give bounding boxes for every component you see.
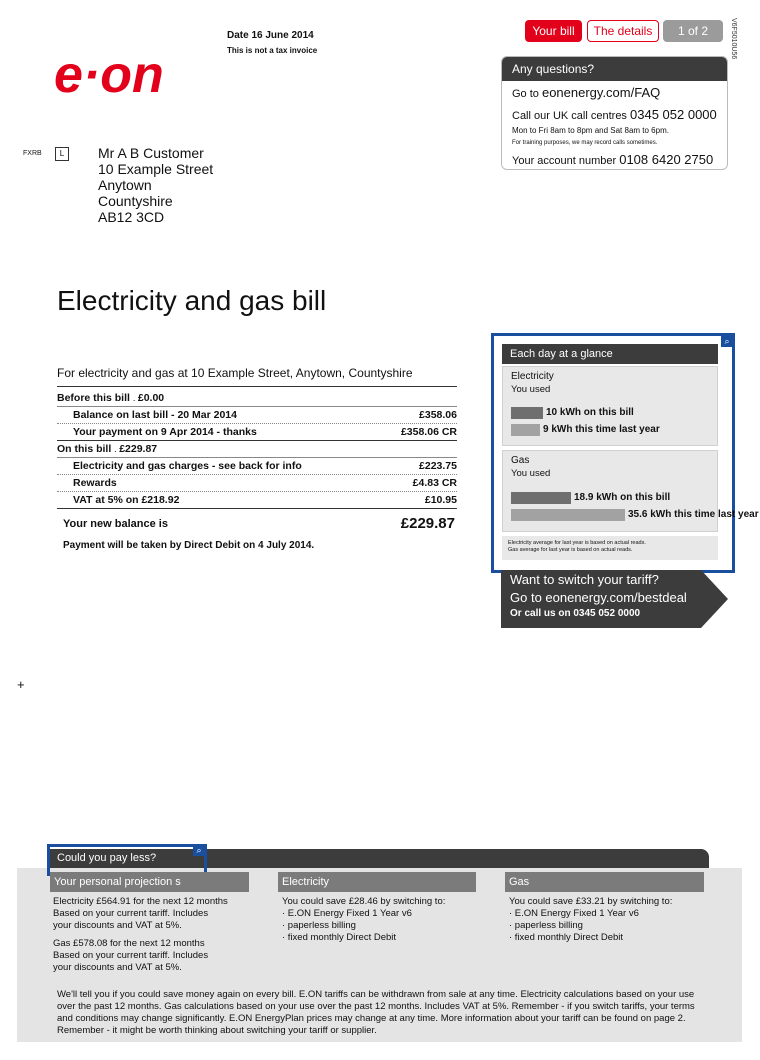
electricity-this-bill-bar xyxy=(511,407,543,419)
projection-line: Gas £578.08 for the next 12 months xyxy=(53,938,205,949)
projection-line: Based on your current tariff. Includes xyxy=(53,908,209,919)
projection-line: your discounts and VAT at 5%. xyxy=(53,962,182,973)
bill-date: Date 16 June 2014 xyxy=(227,30,314,41)
address-line: Anytown xyxy=(98,177,152,193)
on-label: On this bill xyxy=(57,443,112,455)
electricity-last-year-label: 9 kWh this time last year xyxy=(543,424,660,435)
account-prefix: Your account number xyxy=(512,155,620,167)
gas-column-title: Gas xyxy=(505,872,704,892)
glance-note: Gas average for last year is based on actual reads. xyxy=(508,547,633,553)
address-line: AB12 3CD xyxy=(98,209,165,225)
gas-this-bill-bar xyxy=(511,492,571,504)
balance-last-amount: £358.06 xyxy=(419,409,457,421)
vat-label: VAT at 5% on £218.92 xyxy=(73,494,180,506)
postal-code-mark: FXRB xyxy=(23,150,42,157)
gas-saving-line: · paperless billing xyxy=(509,920,583,931)
tab-your-bill[interactable]: Your bill xyxy=(525,20,582,42)
glance-notes xyxy=(502,536,718,560)
electricity-column-text xyxy=(282,896,445,944)
eon-logo xyxy=(54,48,199,103)
gas-last-year-label: 35.6 kWh this time last year xyxy=(628,509,759,520)
electricity-this-bill-label: 10 kWh on this bill xyxy=(546,407,634,418)
projection-line: Electricity £564.91 for the next 12 months xyxy=(53,896,228,907)
vat-row xyxy=(57,492,457,509)
tax-note: This is not a tax invoice xyxy=(227,46,318,55)
projection-line: Based on your current tariff. Includes xyxy=(53,950,209,961)
projection-column-title: Your personal projection s xyxy=(50,872,249,892)
electricity-column-title: Electricity xyxy=(278,872,476,892)
faq-prefix: Go to xyxy=(512,88,542,100)
glance-box xyxy=(491,333,759,573)
magnifier-icon[interactable]: ⌕ xyxy=(721,335,733,347)
hours-text: Mon to Fri 8am to 8pm and Sat 8am to 6pm. xyxy=(512,126,669,135)
switch-line-3: Or call us on 0345 052 0000 xyxy=(510,608,641,619)
page-title: Electricity and gas bill xyxy=(57,285,327,316)
switch-line-1: Want to switch your tariff? xyxy=(510,572,659,587)
payment-row xyxy=(57,424,457,441)
switch-line-2[interactable]: Go to eonenergy.com/bestdeal xyxy=(510,590,687,605)
call-row xyxy=(512,107,717,122)
payment-amount: £358.06 CR xyxy=(400,426,457,438)
bill-summary xyxy=(57,366,457,551)
electricity-saving-line: · paperless billing xyxy=(282,920,356,931)
customer-address xyxy=(98,145,213,225)
rewards-label: Rewards xyxy=(73,477,117,489)
gas-this-bill-label: 18.9 kWh on this bill xyxy=(574,492,671,503)
before-label: Before this bill xyxy=(57,392,130,404)
training-text: For training purposes, we may record calls sometimes. xyxy=(512,140,658,146)
tab-the-details[interactable]: The details xyxy=(587,20,659,42)
electricity-title: Electricity xyxy=(511,371,554,382)
direct-debit-note: Payment will be taken by Direct Debit on 4 July 2014. xyxy=(63,540,315,551)
electricity-saving-line: · fixed monthly Direct Debit xyxy=(282,932,397,943)
charges-row xyxy=(57,458,457,475)
account-number: 0108 6420 2750 xyxy=(619,152,714,167)
rewards-amount: £4.83 CR xyxy=(412,477,457,489)
electricity-last-year-bar xyxy=(511,424,540,436)
new-balance-amount: £229.87 xyxy=(400,515,455,532)
gas-saving-line: · E.ON Energy Fixed 1 Year v6 xyxy=(509,908,639,919)
electricity-saving-line: · E.ON Energy Fixed 1 Year v6 xyxy=(282,908,412,919)
gas-subtitle: You used xyxy=(511,468,551,479)
rewards-row xyxy=(57,475,457,492)
gas-saving-line: You could save £33.21 by switching to: xyxy=(509,896,673,907)
glance-title: Each day at a glance xyxy=(502,344,718,364)
faq-row xyxy=(512,85,660,100)
new-balance-label: Your new balance is xyxy=(63,517,168,530)
gas-panel xyxy=(502,450,759,532)
before-amount: £0.00 xyxy=(137,392,165,404)
plus-mark: + xyxy=(17,677,25,692)
side-code: V6F5010U56 xyxy=(730,18,737,60)
gas-column-text xyxy=(509,896,672,944)
logo-text: e·on xyxy=(54,48,164,103)
bill-heading: For electricity and gas at 10 Example Street, Anytown, Countyshire xyxy=(57,366,457,387)
vat-amount: £10.95 xyxy=(424,494,457,506)
tariff-disclaimer: We'll tell you if you could save money again on every bill. E.ON tariffs can be withdrawn from sale at any time. Electricity calculations based on your use over the past 12 months. Gas calculations based on your use over the past 12 months. Includes VAT at 5%. Remember - if you switch tariffs, your terms and conditions may change significantly. E.ON EnergyPlan prices may change at any time. More information about your tariff can be found on page 2. Remember - it might be worth thinking about switching your tariff or supplier. xyxy=(57,989,695,1036)
call-number[interactable]: 0345 052 0000 xyxy=(630,107,717,122)
electricity-saving-line: You could save £28.46 by switching to: xyxy=(282,896,446,907)
questions-title: Any questions? xyxy=(502,57,727,81)
electricity-subtitle: You used xyxy=(511,384,551,395)
questions-box xyxy=(501,56,728,170)
balance-last-row xyxy=(57,407,457,424)
on-amount: £229.87 xyxy=(119,443,158,455)
pay-less-title: Could you pay less? xyxy=(57,852,157,864)
call-prefix: Call our UK call centres xyxy=(512,110,630,122)
new-balance-row xyxy=(57,513,457,534)
charges-label: Electricity and gas charges - see back for info xyxy=(73,460,302,472)
glance-note: Electricity average for last year is based on actual reads. xyxy=(508,540,646,546)
address-line: Countyshire xyxy=(98,193,173,209)
address-line: 10 Example Street xyxy=(98,161,214,177)
payment-label: Your payment on 9 Apr 2014 - thanks xyxy=(73,426,257,438)
gas-last-year-bar xyxy=(511,509,625,521)
charges-amount: £223.75 xyxy=(419,460,457,472)
faq-link[interactable]: eonenergy.com/FAQ xyxy=(541,85,661,100)
switch-tariff-banner[interactable] xyxy=(501,570,728,628)
postal-box-mark: L xyxy=(55,147,69,161)
account-row xyxy=(512,152,713,167)
projection-column-text xyxy=(53,896,228,974)
before-this-bill: Before this bill . £0.00 xyxy=(57,390,457,407)
magnifier-icon[interactable]: ⌕ xyxy=(193,844,205,856)
gas-title: Gas xyxy=(511,455,530,466)
page-indicator: 1 of 2 xyxy=(663,20,723,42)
address-line: Mr A B Customer xyxy=(98,145,204,161)
electricity-panel xyxy=(502,366,718,446)
balance-last-label: Balance on last bill - 20 Mar 2014 xyxy=(73,409,237,421)
projection-line: your discounts and VAT at 5%. xyxy=(53,920,182,931)
on-this-bill: On this bill . £229.87 xyxy=(57,441,457,458)
gas-saving-line: · fixed monthly Direct Debit xyxy=(509,932,624,943)
